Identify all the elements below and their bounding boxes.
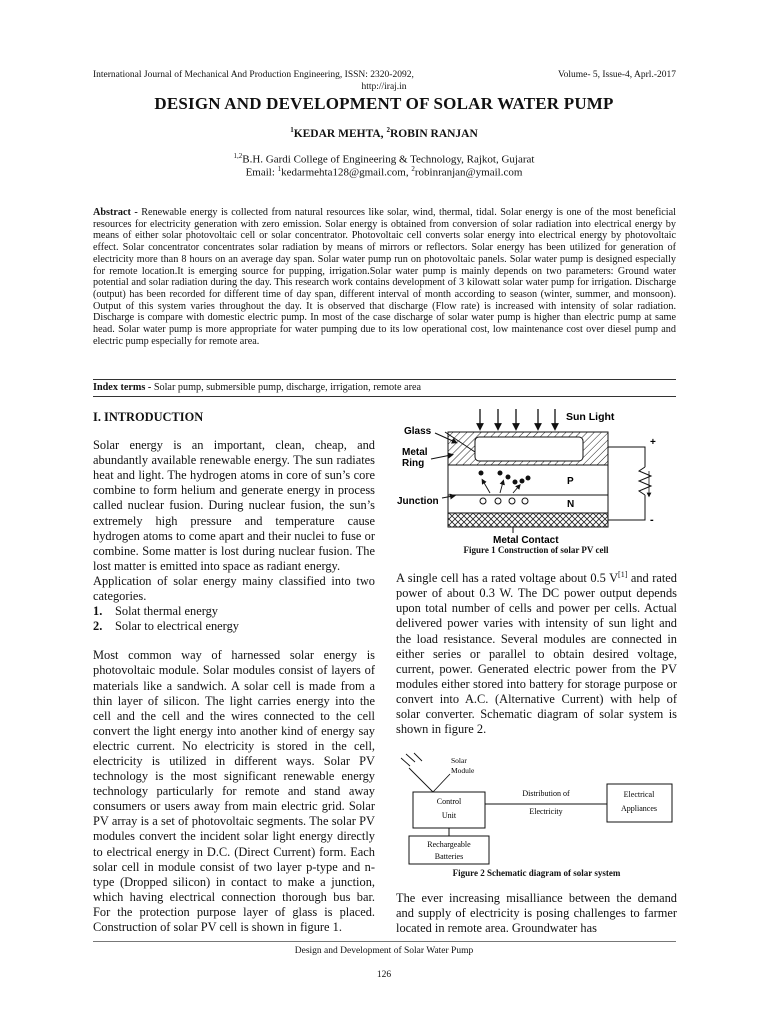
journal-header: International Journal of Mechanical And Production Engineering, ISSN: 2320-2092, bbox=[93, 70, 414, 80]
index-terms-label: Index terms - bbox=[93, 382, 154, 393]
figure-1-caption: Figure 1 Construction of solar PV cell bbox=[463, 545, 609, 555]
citation-ref[interactable]: [1] bbox=[618, 570, 628, 579]
email-sup-1: 1 bbox=[277, 165, 282, 173]
email-2[interactable]: robinranjan@ymail.com bbox=[414, 166, 523, 179]
index-terms-text: Solar pump, submersible pump, discharge, irrigation, remote area bbox=[153, 382, 422, 393]
label-solar-module-2: Module bbox=[451, 766, 475, 775]
intro-paragraph-3: Most common way of harnessed solar energy is photovoltaic module. Solar modules consist of layers of materials like a sandwich. A solar cell is made from a thin layer of silicon. The light carries energy into the cell and the cell and the wires connected to the cell convert the light energy into another kind of energy say electric current. No electricity is stored in the cell, electricity is utilized in different ways. Solar PV technology is the most significant renewable energy technology particularly for remote and stand away consumers or users away from main electric grid. Solar PV array is a set of photovoltaic segments. The solar PV modules convert the incident solar light energy directly to electrical energy in D.C. (Direct Current) form. Each solar cell in module consist of two layer p-type and n-type (Dropped silicon) in contact to make a junction, which having electrical connection thorough bus bar. For the protection purpose layer of glass is placed. Construction of solar PV cell is shown in figure 1. bbox=[93, 648, 375, 934]
right-p2: The ever increasing misalliance between the demand and supply of electricity is posing challenges to farmer located in remote area. Groundwater has bbox=[396, 891, 677, 936]
metal-contact-layer bbox=[448, 513, 608, 527]
abstract-text: Renewable energy is collected from natural resources like solar, wind, thermal, tidal. Solar energy is one of the most beneficial resources for electricity generation with zero emission. Solar energy is obtained from conversion of solar radiation into electrical energy by means of either solar photovoltaic cell or solar concentrator. Photovoltaic cell converts solar energy into electrical energy by photovoltaic effect. Solar concentrator concentrates solar radiation by means of mirrors or reflectors. Solar energy has been utilized for generation of electricity more than 8 hours on an average day span. Solar water pump run on photovoltaic panels. Solar water pump is designed especially for remote location.It is emerging source for pupping, irrigation.Solar water pump is mainly depends on two parameters: Ground water potential and solar radiation during the day. This research work contains development of 3 kilowatt solar water pump for irrigation. Discharge (output) has been recorded for different time of day span, different interval of month according to season (winter, summer, and monsoon). Output of this system varies throughout the day. It is observed that discharge (Flow rate) is increased with intensity of solar radiation. Discharge is compare with domestic electric pump. In most of the case discharge of solar water pump is higher than electric pump at same head. Solar water pump is more appropriate for water pumping due to its low operational cost, low maintenance cost over diesel pump and electric pump especially for remote area. bbox=[93, 207, 676, 347]
label-junction: Junction bbox=[397, 496, 439, 507]
email-1[interactable]: kedarmehta128@gmail.com, bbox=[281, 166, 412, 179]
label-sun-light: Sun Light bbox=[566, 411, 615, 423]
list-number: 1. bbox=[93, 604, 103, 619]
figure-1-pv-cell-diagram bbox=[395, 405, 680, 545]
author-sup-2: 2 bbox=[386, 126, 390, 134]
label-metal-contact: Metal Contact bbox=[493, 535, 559, 545]
n-layer bbox=[448, 495, 608, 513]
index-terms bbox=[93, 382, 421, 393]
email-sup-2: 2 bbox=[411, 165, 415, 173]
figure-2-schematic-diagram bbox=[396, 752, 679, 867]
paper-title: DESIGN AND DEVELOPMENT OF SOLAR WATER PUMP bbox=[154, 94, 614, 113]
list-text: Solat thermal energy bbox=[115, 604, 218, 619]
list-item bbox=[93, 604, 375, 619]
volume-header: Volume- 5, Issue-4, Aprl.-2017 bbox=[557, 70, 676, 80]
intro-paragraph-1: Solar energy is an important, clean, cheap, and abundantly available renewable energy. The sun radiates heat and light. The hydrogen atoms in core of sun’s core combine to form helium and generate energy in process called nuclear fusion. During nuclear fusion, the sun’s extremely high pressure and temperature cause hydrogen atoms to come apart and their nuclei to fuse or combine. Some matter is lost during nuclear fusion. The lost matter is emitted into space as radiant energy. bbox=[93, 438, 375, 573]
label-metal-ring-1: Metal bbox=[402, 447, 428, 458]
author-2: ROBIN RANJAN bbox=[389, 127, 478, 140]
section-heading-introduction: I. INTRODUCTION bbox=[93, 410, 204, 424]
email-label: Email: bbox=[245, 166, 278, 179]
label-control-unit-1: Control bbox=[436, 797, 462, 806]
right-p1-b: and rated power of about 0.3 W. The DC power output depends upon total number of cells and power per cells. Actual delivered power varies with intensity of sun light and the load resistance. Several modules are connected in either series or parallel to obtain desired voltage, current, power. Generated electric power from the PV modules either stored into battery for storage purpose or convert into A.C. (Alternative Current) with help of solar converter. Schematic diagram of solar system is shown in figure 2. bbox=[396, 571, 677, 737]
label-electrical-appliances-2: Appliances bbox=[621, 804, 657, 813]
left-column bbox=[93, 410, 375, 935]
affiliation-sup: 1,2 bbox=[233, 152, 243, 160]
label-solar-module-1: Solar bbox=[451, 756, 467, 765]
authors bbox=[0, 126, 768, 140]
label-distribution-1: Distribution of bbox=[522, 789, 570, 798]
page-number: 126 bbox=[376, 970, 392, 980]
figure-2-caption: Figure 2 Schematic diagram of solar system bbox=[452, 868, 621, 878]
affiliation-text: B.H. Gardi College of Engineering & Technology, Rajkot, Gujarat bbox=[242, 153, 535, 166]
right-column-paragraph-2 bbox=[396, 891, 677, 936]
index-rule-top bbox=[93, 379, 676, 380]
journal-url[interactable]: http://iraj.in bbox=[361, 82, 407, 92]
list-item bbox=[93, 619, 375, 634]
right-p1-a: A single cell has a rated voltage about 0.5 V bbox=[396, 571, 619, 586]
abstract bbox=[93, 207, 676, 347]
label-glass: Glass bbox=[404, 426, 432, 437]
label-batteries-1: Rechargeable bbox=[427, 840, 471, 849]
footer-rule bbox=[93, 941, 676, 942]
label-electrical-appliances-1: Electrical bbox=[623, 790, 655, 799]
label-minus: - bbox=[650, 514, 654, 526]
label-plus: + bbox=[650, 437, 656, 448]
right-column-paragraph-1 bbox=[396, 567, 677, 737]
label-distribution-2: Electricity bbox=[529, 807, 563, 816]
list-text: Solar to electrical energy bbox=[115, 619, 239, 634]
emails bbox=[0, 165, 768, 179]
intro-paragraph-2: Application of solar energy mainy classified into two categories. bbox=[93, 573, 375, 604]
label-n: N bbox=[567, 499, 575, 510]
index-rule-bottom bbox=[93, 396, 676, 397]
author-sup-1: 1 bbox=[290, 126, 294, 134]
label-metal-ring-2: Ring bbox=[402, 458, 425, 469]
list-number: 2. bbox=[93, 619, 103, 634]
affiliation bbox=[0, 152, 768, 166]
label-p: P bbox=[567, 476, 574, 487]
metal-ring bbox=[475, 437, 583, 461]
abstract-label: Abstract - bbox=[93, 207, 142, 218]
footer-title: Design and Development of Solar Water Pump bbox=[294, 946, 474, 956]
author-1: KEDAR MEHTA, bbox=[293, 127, 387, 140]
label-batteries-2: Batteries bbox=[434, 852, 464, 861]
label-control-unit-2: Unit bbox=[441, 811, 457, 820]
